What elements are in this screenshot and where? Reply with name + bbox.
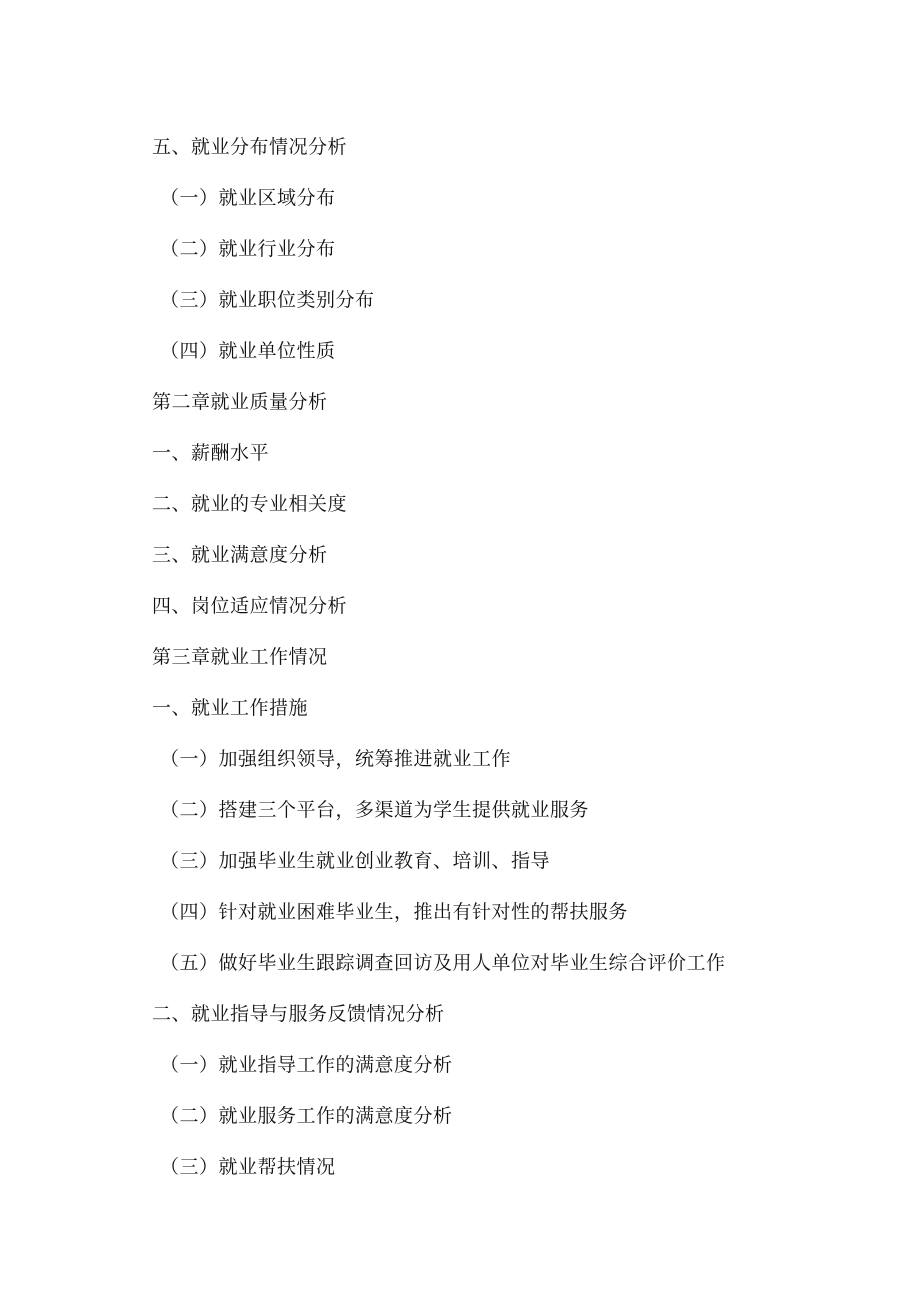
toc-section-employment-distribution: 五、就业分布情况分析 <box>152 136 348 158</box>
toc-chapter-2: 第二章就业质量分析 <box>152 391 328 413</box>
toc-subsection-assistance: （四）针对就业困难毕业生，推出有针对性的帮扶服务 <box>160 901 629 923</box>
toc-subsection-guidance-satisfaction: （一）就业指导工作的满意度分析 <box>160 1054 453 1076</box>
toc-subsection-support: （三）就业帮扶情况 <box>160 1156 336 1178</box>
toc-section-measures: 一、就业工作措施 <box>152 697 309 719</box>
toc-section-feedback: 二、就业指导与服务反馈情况分析 <box>152 1003 445 1025</box>
toc-subsection-employer-type: （四）就业单位性质 <box>160 340 336 362</box>
table-of-contents <box>0 124 920 1195</box>
toc-section-satisfaction: 三、就业满意度分析 <box>152 544 328 566</box>
toc-section-job-adaptation: 四、岗位适应情况分析 <box>152 595 348 617</box>
toc-subsection-industry: （二）就业行业分布 <box>160 238 336 260</box>
toc-section-major-relevance: 二、就业的专业相关度 <box>152 493 348 515</box>
toc-subsection-service-satisfaction: （二）就业服务工作的满意度分析 <box>160 1105 453 1127</box>
toc-subsection-education: （三）加强毕业生就业创业教育、培训、指导 <box>160 850 551 872</box>
toc-subsection-job-category: （三）就业职位类别分布 <box>160 289 375 311</box>
toc-subsection-follow-up: （五）做好毕业生跟踪调查回访及用人单位对毕业生综合评价工作 <box>160 952 726 974</box>
toc-section-salary: 一、薪酬水平 <box>152 442 270 464</box>
toc-subsection-region: （一）就业区域分布 <box>160 187 336 209</box>
toc-subsection-platforms: （二）搭建三个平台，多渠道为学生提供就业服务 <box>160 799 590 821</box>
toc-chapter-3: 第三章就业工作情况 <box>152 646 328 668</box>
toc-subsection-leadership: （一）加强组织领导，统筹推进就业工作 <box>160 748 512 770</box>
